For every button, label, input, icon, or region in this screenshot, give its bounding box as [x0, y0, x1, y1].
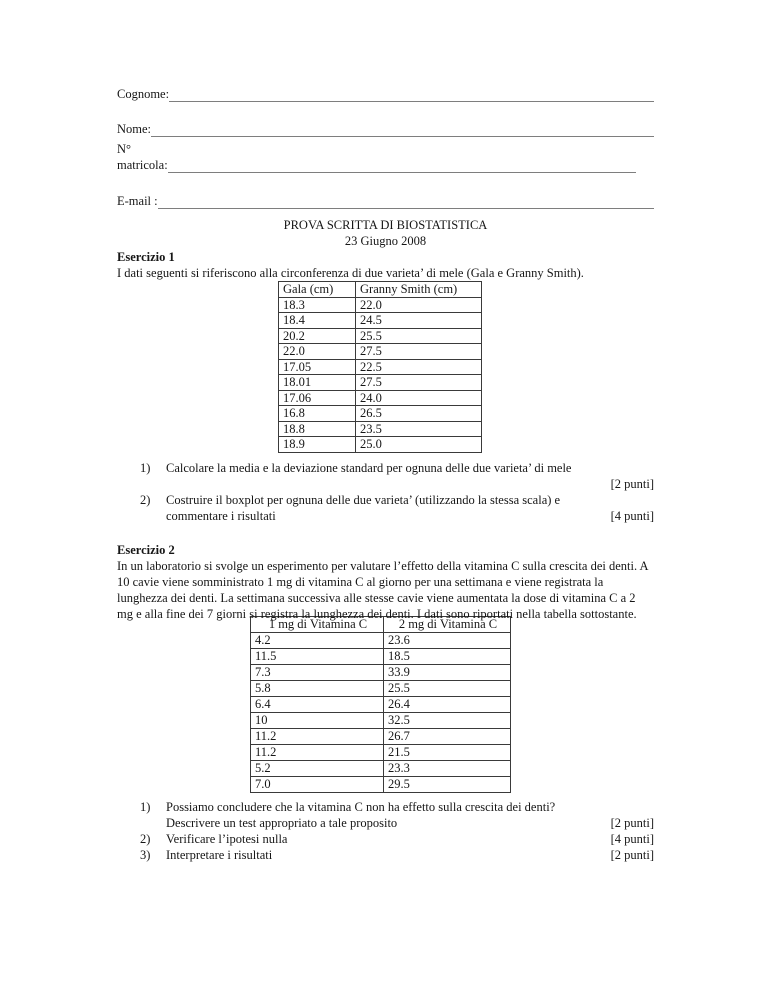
question-item	[117, 460, 654, 492]
table-row	[251, 680, 511, 696]
table-header-row	[279, 282, 482, 298]
table-cell: 25.5	[356, 328, 482, 344]
table-header-cell: 2 mg di Vitamina C	[384, 616, 511, 632]
table-cell: 22.0	[356, 297, 482, 313]
table-row	[279, 313, 482, 329]
exercise2-section	[117, 542, 654, 863]
exercise1-section	[117, 249, 654, 524]
table-cell: 18.01	[279, 375, 356, 391]
question-points: [2 punti]	[610, 815, 654, 830]
field-row	[117, 86, 654, 102]
table-cell: 23.6	[384, 632, 511, 648]
exam-date: 23 Giugno 2008	[344, 234, 427, 248]
form-section	[117, 86, 654, 209]
question-text: Interpretare i risultati	[166, 847, 273, 862]
table-header-cell: Granny Smith (cm)	[356, 282, 482, 298]
table-cell: 29.5	[384, 776, 511, 792]
question-line	[166, 492, 654, 508]
question-line	[166, 460, 654, 476]
table-row	[279, 390, 482, 406]
question-item	[117, 799, 654, 831]
exercise1-questions	[117, 460, 654, 524]
exam-title: PROVA SCRITTA DI BIOSTATISTICA	[283, 218, 488, 232]
table-cell: 5.8	[251, 680, 384, 696]
table-cell: 22.5	[356, 359, 482, 375]
form-field-cognome	[117, 86, 654, 102]
table-cell: 23.3	[384, 760, 511, 776]
form-field-matricola	[117, 141, 654, 173]
question-points: [2 punti]	[610, 476, 654, 491]
question-line	[166, 799, 654, 815]
exercise2-questions	[117, 799, 654, 863]
table-cell: 24.5	[356, 313, 482, 329]
table-cell: 18.9	[279, 437, 356, 453]
table-cell: 26.5	[356, 406, 482, 422]
field-label: Cognome:	[117, 87, 170, 101]
table-row	[251, 744, 511, 760]
vitamin-c-table	[250, 616, 511, 793]
document-content	[117, 86, 654, 863]
exercise1-heading: Esercizio 1	[117, 250, 175, 264]
question-item	[117, 831, 654, 847]
blank-line	[151, 123, 654, 137]
table-row	[279, 437, 482, 453]
table-cell: 5.2	[251, 760, 384, 776]
table-row	[279, 406, 482, 422]
question-line	[166, 815, 654, 831]
table-row	[279, 344, 482, 360]
question-points: [2 punti]	[610, 847, 654, 862]
field-prelabel: N°	[117, 142, 132, 156]
question-line	[166, 508, 654, 524]
question-item	[117, 847, 654, 863]
table-row	[279, 297, 482, 313]
table-row	[251, 696, 511, 712]
question-text: Descrivere un test appropriato a tale proposito	[166, 815, 398, 830]
table-row	[251, 648, 511, 664]
form-field-email	[117, 193, 654, 209]
exercise1-intro: I dati seguenti si riferiscono alla circonferenza di due varieta’ di mele (Gala e Granny Smith).	[117, 266, 584, 280]
question-line	[166, 476, 654, 492]
table-body	[279, 297, 482, 452]
table-cell: 7.3	[251, 664, 384, 680]
table-cell: 25.0	[356, 437, 482, 453]
table-header-cell: 1 mg di Vitamina C	[251, 616, 384, 632]
table-cell: 18.8	[279, 421, 356, 437]
table-cell: 11.2	[251, 744, 384, 760]
question-text: Costruire il boxplot per ognuna delle due varieta’ (utilizzando la stessa scala) e	[166, 492, 561, 507]
question-points: [4 punti]	[610, 831, 654, 846]
table-cell: 17.06	[279, 390, 356, 406]
table-cell: 27.5	[356, 375, 482, 391]
table-cell: 18.4	[279, 313, 356, 329]
table-row	[251, 712, 511, 728]
table-row	[251, 632, 511, 648]
question-number: 1)	[140, 799, 151, 814]
table-cell: 18.3	[279, 297, 356, 313]
table-cell: 11.2	[251, 728, 384, 744]
question-text: commentare i risultati	[166, 508, 276, 523]
table-cell: 6.4	[251, 696, 384, 712]
table-cell: 10	[251, 712, 384, 728]
table-row	[251, 728, 511, 744]
table-header-cell: Gala (cm)	[279, 282, 356, 298]
question-number: 2)	[140, 492, 151, 507]
question-number: 2)	[140, 831, 151, 846]
question-line	[166, 831, 654, 847]
table-cell: 7.0	[251, 776, 384, 792]
table-cell: 22.0	[279, 344, 356, 360]
table-cell: 25.5	[384, 680, 511, 696]
exercise2-intro: In un laboratorio si svolge un esperimento per valutare l’effetto della vitamina C sulla crescita dei denti. A 10 cavie viene somministrato 1 mg di vitamina C al giorno per una settimana e viene registrata la lunghezza dei denti. La settimana successiva alle stesse cavie viene aumentata la dose di vitamina C a 2 mg e alla fine dei 7 giorni si registra la lunghezza dei denti. I dati sono riportati nella tabella sottostante.	[117, 558, 648, 621]
question-points: [4 punti]	[610, 508, 654, 523]
table-body	[251, 632, 511, 792]
question-number: 3)	[140, 847, 151, 862]
field-row	[117, 193, 654, 209]
table-row	[279, 359, 482, 375]
question-text: Verificare l’ipotesi nulla	[166, 831, 288, 846]
table-row	[251, 664, 511, 680]
table-row	[251, 760, 511, 776]
table-cell: 16.8	[279, 406, 356, 422]
table-cell: 11.5	[251, 648, 384, 664]
table-row	[251, 776, 511, 792]
table-row	[279, 421, 482, 437]
table-cell: 24.0	[356, 390, 482, 406]
table-cell: 26.4	[384, 696, 511, 712]
table-cell: 33.9	[384, 664, 511, 680]
question-text: Possiamo concludere che la vitamina C non ha effetto sulla crescita dei denti?	[166, 799, 556, 814]
question-line	[166, 847, 654, 863]
table-cell: 27.5	[356, 344, 482, 360]
table-head	[279, 282, 482, 298]
blank-line	[168, 159, 636, 173]
question-item	[117, 492, 654, 524]
table-cell: 23.5	[356, 421, 482, 437]
form-field-nome	[117, 121, 654, 137]
table-cell: 18.5	[384, 648, 511, 664]
exercise2-heading: Esercizio 2	[117, 542, 175, 557]
blank-line	[169, 88, 654, 102]
table-row	[279, 375, 482, 391]
question-number: 1)	[140, 460, 151, 475]
table-cell: 21.5	[384, 744, 511, 760]
table-row	[279, 328, 482, 344]
table-cell: 32.5	[384, 712, 511, 728]
table-cell: 20.2	[279, 328, 356, 344]
apples-table	[278, 281, 482, 453]
blank-line	[158, 195, 654, 209]
field-row	[117, 121, 654, 137]
field-label: Nome:	[117, 122, 152, 136]
question-text: Calcolare la media e la deviazione standard per ognuna delle due varieta’ di mele	[166, 460, 572, 475]
table-cell: 26.7	[384, 728, 511, 744]
field-label: E-mail :	[117, 194, 158, 208]
field-row	[117, 157, 654, 173]
table-cell: 4.2	[251, 632, 384, 648]
field-label: matricola:	[117, 158, 168, 172]
table-cell: 17.05	[279, 359, 356, 375]
